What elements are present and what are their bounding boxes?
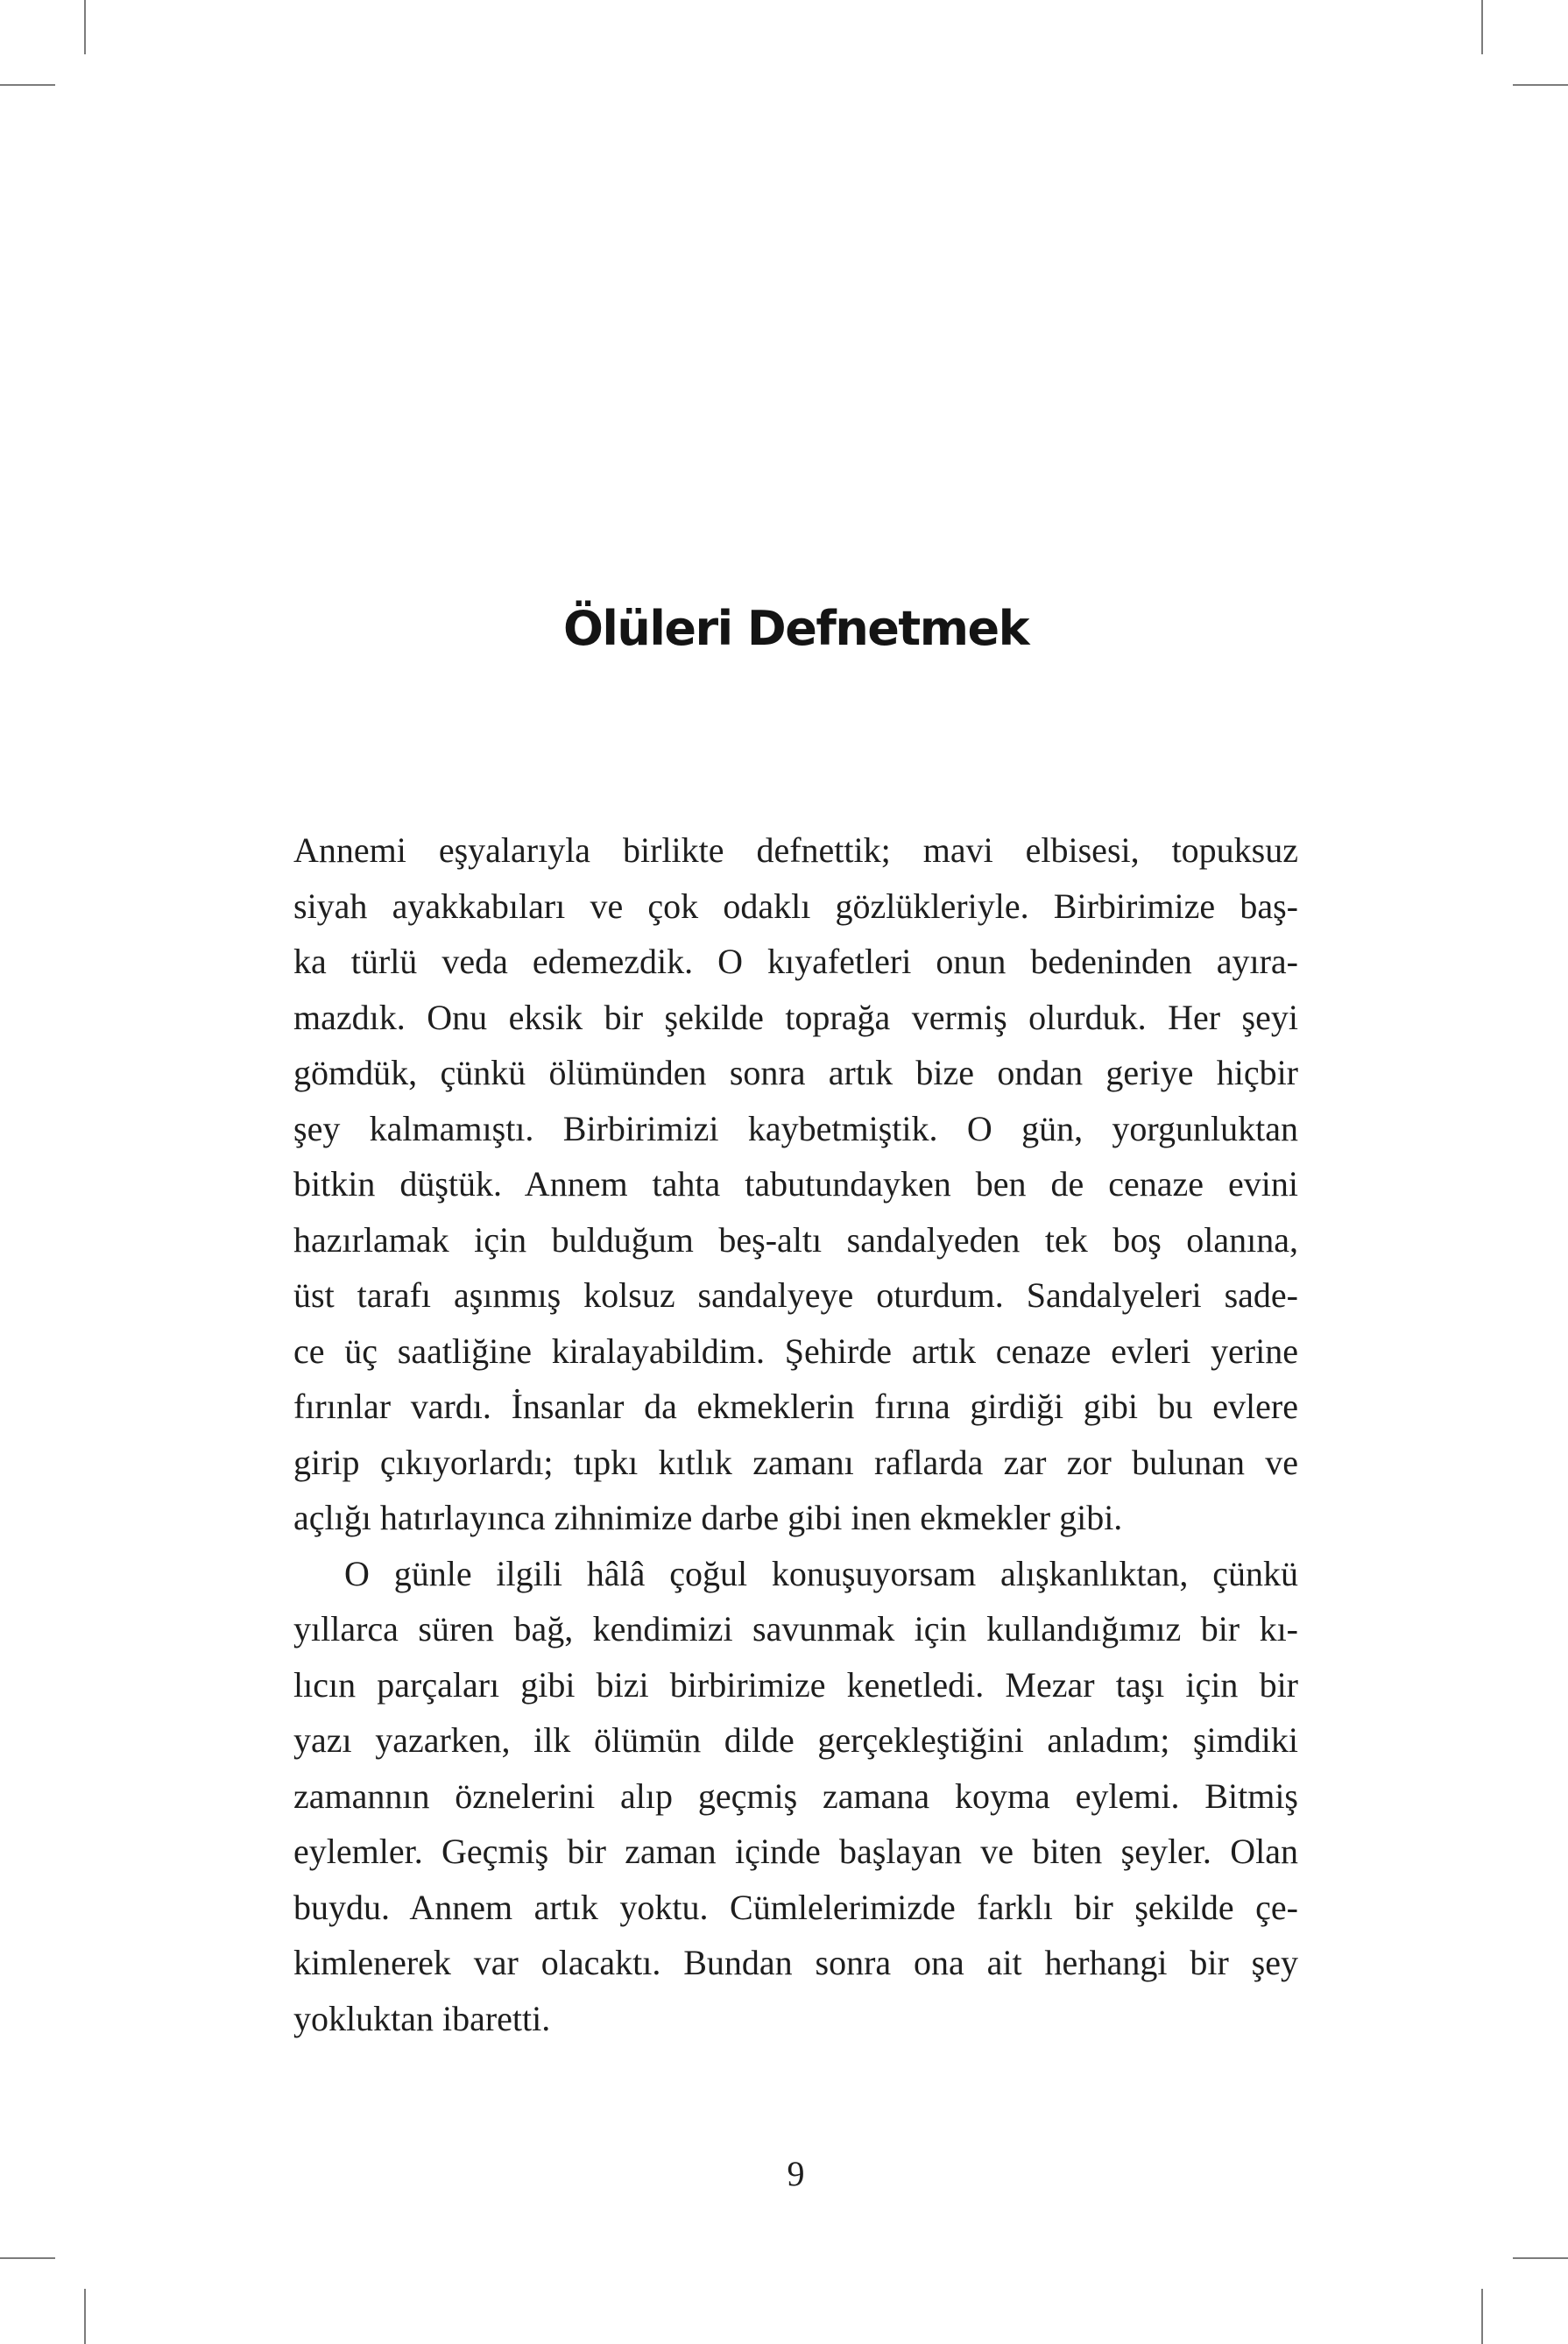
page-body: [293, 823, 1298, 2046]
trim-mark-top-left-horizontal: [0, 84, 55, 86]
trim-mark-bottom-left-vertical: [84, 2289, 86, 2344]
text-line: gömdük, çünkü ölümünden sonra artık bize ondan geriye hiçbir: [293, 1053, 1298, 1092]
text-line: ce üç saatliğine kiralayabildim. Şehirde artık cenaze evleri yerine: [293, 1331, 1298, 1371]
text-line: buydu. Annem artık yoktu. Cümlelerimizde farklı bir şekilde çe-: [293, 1887, 1298, 1927]
text-line: mazdık. Onu eksik bir şekilde toprağa vermiş olurduk. Her şeyi: [293, 997, 1298, 1037]
text-line: yazı yazarken, ilk ölümün dilde gerçekleştiğini anladım; şimdiki: [293, 1720, 1298, 1760]
text-line: hazırlamak için bulduğum beş-altı sandalyeden tek boş olanına,: [293, 1219, 1298, 1260]
page-number: 9: [787, 2154, 805, 2193]
text-line: O günle ilgili hâlâ çoğul konuşuyorsam alışkanlıktan, çünkü: [344, 1553, 1298, 1593]
text-line: eylemler. Geçmiş bir zaman içinde başlayan ve biten şeyler. Olan: [293, 1832, 1298, 1871]
text-line: açlığı hatırlayınca zihnimize darbe gibi inen ekmekler gibi.: [293, 1498, 1123, 1537]
text-line: zamannın öznelerini alıp geçmiş zamana koyma eylemi. Bitmiş: [293, 1776, 1298, 1816]
paragraph: [293, 823, 1298, 1546]
text-line: şey kalmamıştı. Birbirimizi kaybetmiştik. O gün, yorgunluktan: [293, 1108, 1298, 1148]
text-line: lıcın parçaları gibi bizi birbirimize kenetledi. Mezar taşı için bir: [293, 1664, 1298, 1705]
text-line: fırınlar vardı. İnsanlar da ekmeklerin fırına girdiği gibi bu evlere: [293, 1387, 1298, 1426]
text-line: Annemi eşyalarıyla birlikte defnettik; mavi elbisesi, topuksuz: [293, 830, 1298, 870]
text-line: kimlenerek var olacaktı. Bundan sonra ona ait herhangi bir şey: [293, 1943, 1298, 1982]
text-line: bitkin düştük. Annem tahta tabutundayken ben de cenaze evini: [293, 1164, 1298, 1204]
text-line: yıllarca süren bağ, kendimizi savunmak için kullandığımız bir kı-: [293, 1609, 1298, 1649]
chapter-title: Ölüleri Defnetmek: [562, 601, 1029, 656]
trim-mark-bottom-right-vertical: [1481, 2289, 1483, 2344]
trim-mark-top-right-horizontal: [1513, 84, 1568, 86]
trim-mark-bottom-left-horizontal: [0, 2257, 55, 2259]
text-line: üst tarafı aşınmış kolsuz sandalyeye oturdum. Sandalyeleri sade-: [293, 1275, 1298, 1315]
text-line: ka türlü veda edemezdik. O kıyafetleri onun bedeninden ayıra-: [293, 942, 1298, 981]
paragraph: [293, 1546, 1298, 2047]
text-line: siyah ayakkabıları ve çok odaklı gözlükleriyle. Birbirimize baş-: [293, 886, 1298, 926]
trim-mark-top-left-vertical: [84, 0, 86, 54]
text-line: girip çıkıyorlardı; tıpkı kıtlık zamanı raflarda zar zor bulunan ve: [293, 1442, 1298, 1482]
trim-mark-bottom-right-horizontal: [1513, 2257, 1568, 2259]
trim-mark-top-right-vertical: [1481, 0, 1483, 54]
text-line: yokluktan ibaretti.: [293, 1998, 551, 2038]
